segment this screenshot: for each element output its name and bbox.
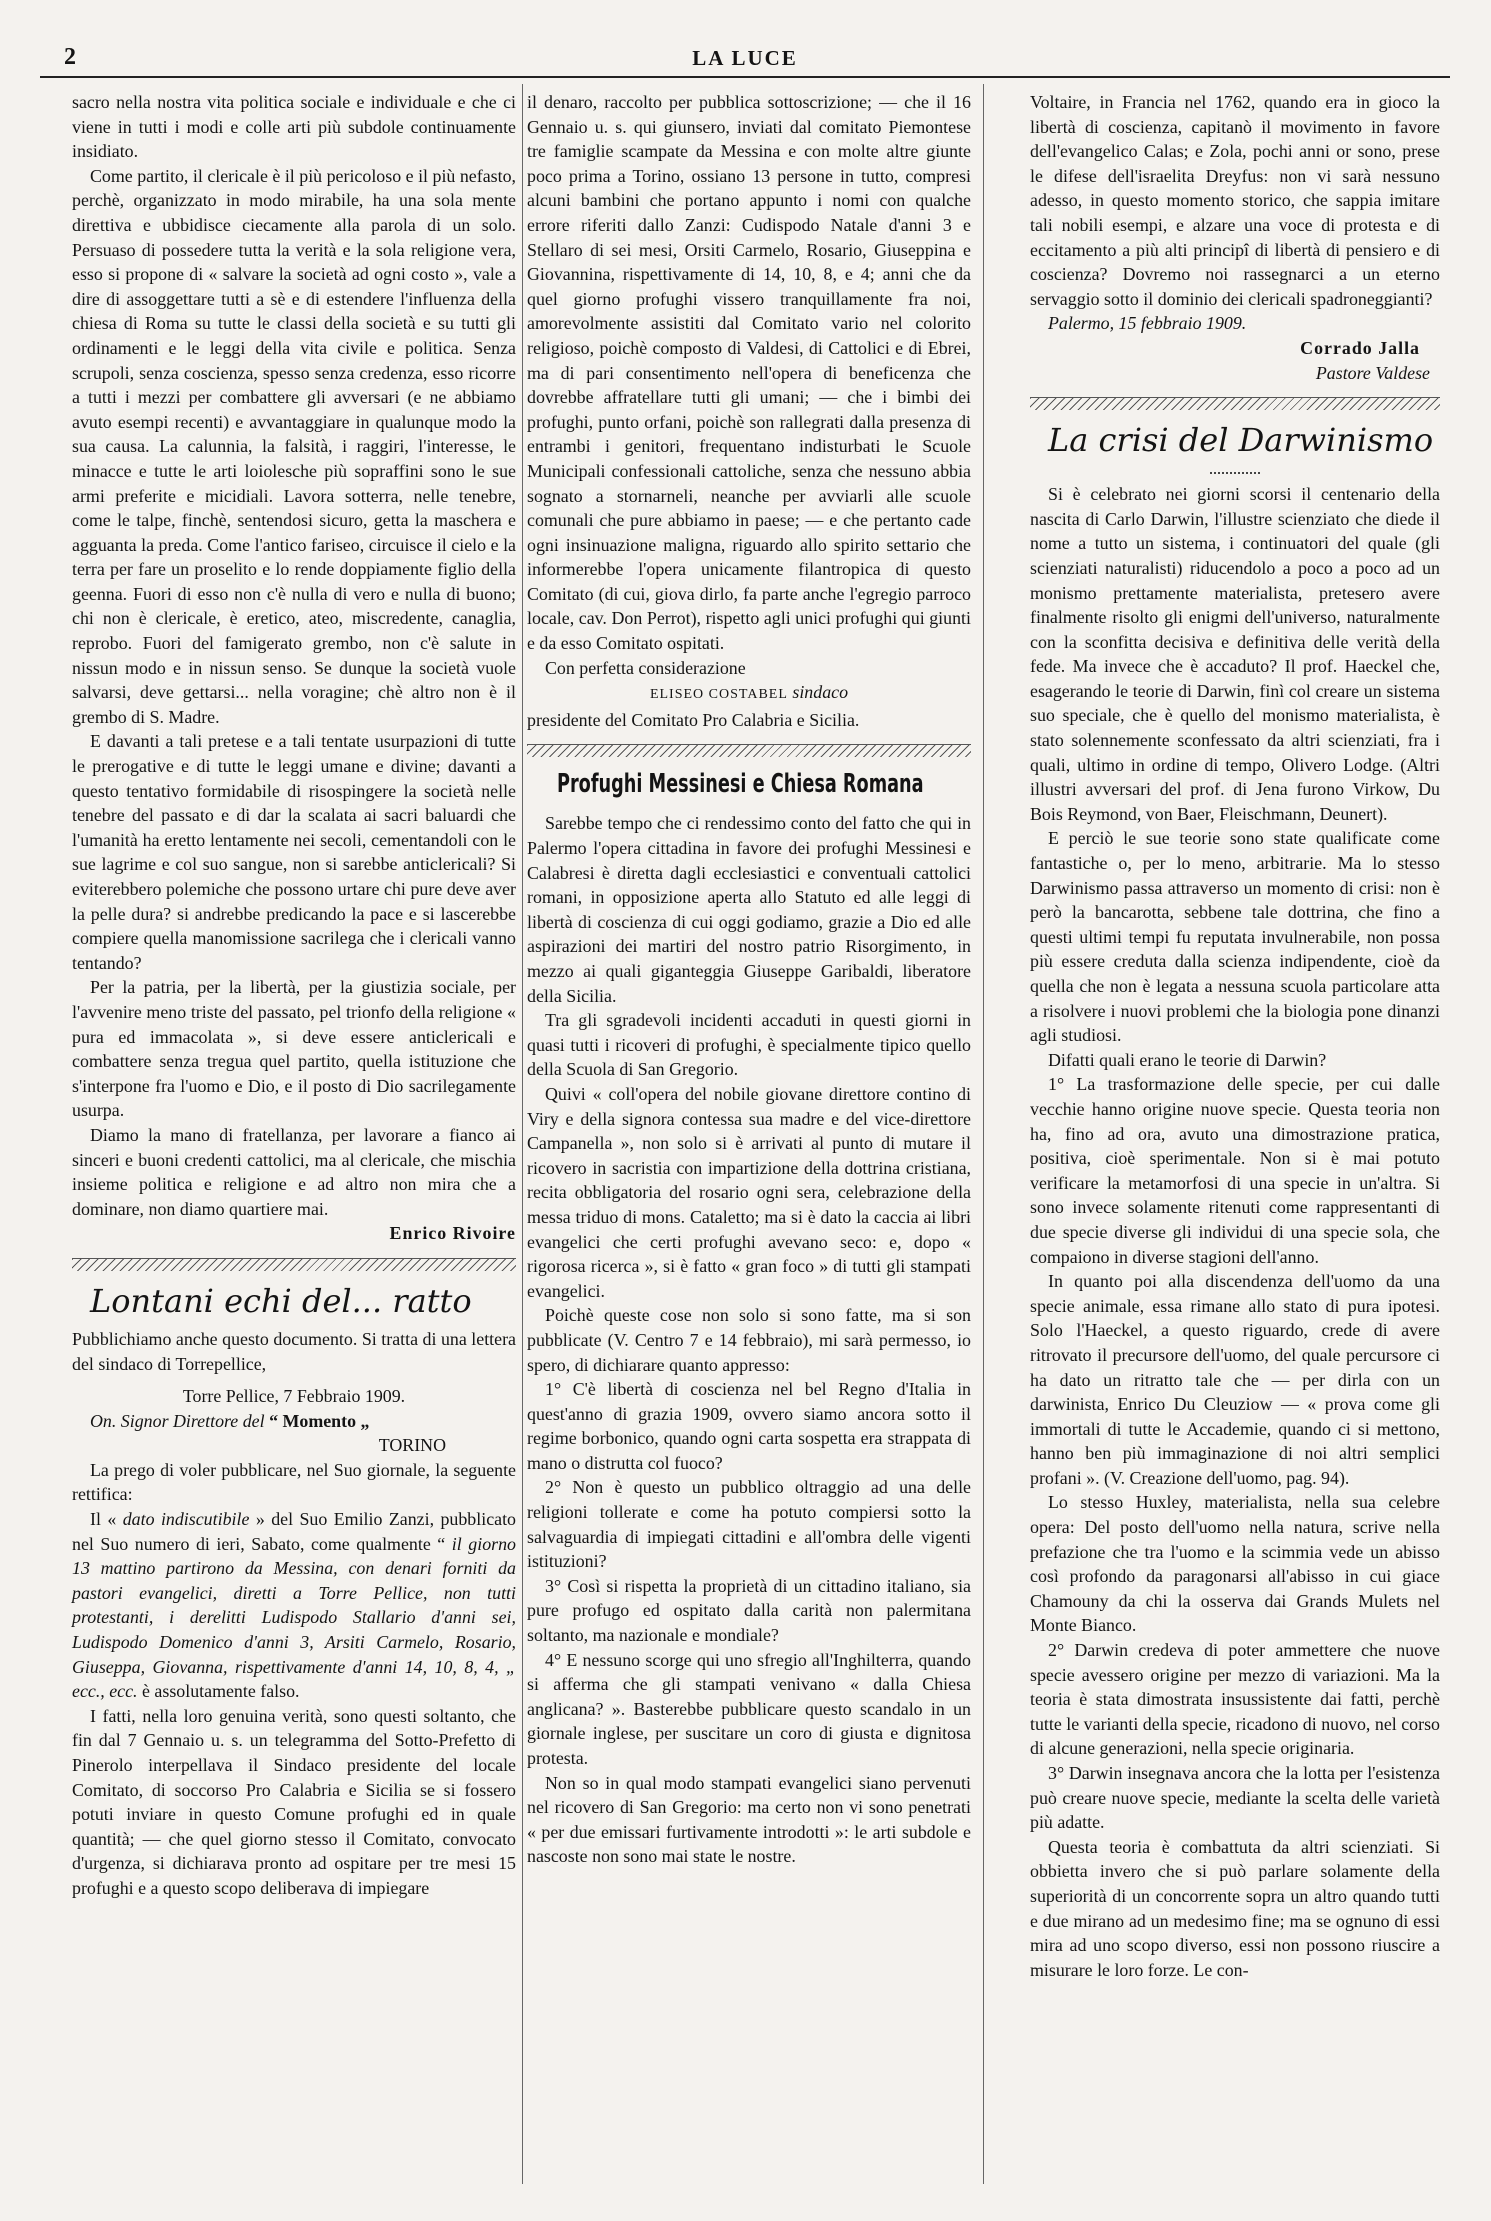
section-separator — [527, 744, 971, 757]
text-run: il giorno 13 mattino partirono da Messina, con denari forniti da pastori evangelici, diretti a Torre Pellice, non tutti protestanti, i derelitti Ludispodo Stallario d'anni sei, Ludispodo Domenico d'anni 3, Arsiti Carmelo, Rosario, Giuseppa, Giovanna, rispettivamente d'anni 14, 10, 8, 4, „ ecc., ecc. — [72, 1533, 516, 1702]
dateline: Palermo, 15 febbraio 1909. — [1048, 313, 1247, 334]
paragraph: Non so in qual modo stampati evangelici siano pervenuti nel ricovero di San Gregorio: ma certo non vi sono penetrati « per due emissari furtivamente introdotti »: le arti subdole e nascoste non sono mai state le nostre. — [527, 1772, 971, 1867]
article-title: Lontani echi del... ratto — [90, 1281, 472, 1320]
column-1 — [72, 90, 516, 1901]
paragraph: Come partito, il clericale è il più pericoloso e il più nefasto, perchè, organizzato in modo mirabile, ha una sola mente direttiva e ubbidisce ciecamente alla parola di un solo. Persuaso di possedere tutta la verità e la sola religione vera, esso si propone di « salvare la società ad ogni costo », vale a dire di assoggettare tutti a sè e di estendere l'influenza della chiesa di Roma su tutte le classi della società e su tutti gli ordinamenti e le leggi della vita civile e politica. Senza scrupoli, senza coscienza, spesso senza credenza, esso ricorre a tutti i mezzi per combattere gli avversari (e ne abbiamo avuto esempi recenti) e avvantaggiare in qualunque modo la sua causa. La calunnia, la falsità, i raggiri, l'interesse, le minacce e tutte le arti loiolesche più sopraffini sono le sue armi preferite e micidiali. Lavora sotterra, nelle tenebre, come le talpe, finchè, sentendosi sicuro, getta la maschera e agguanta la preda. Come l'antico fariseo, circuisce il cielo e la terra per fare un proselito e lo rende doppiamente figlio della geenna. Fuori di esso non c'è nulla di vero e nulla di buono; chi non è clericale, è eretico, ateo, miscredente, canaglia, reprobo. Fuori del famigerato grembo, non c'è salute in nissun modo e in nissun senso. Se dunque la società vuole salvarsi, deve gettarsi... nella voragine; chè altro non è il grembo di S. Madre. — [72, 165, 516, 727]
paragraph: Sarebbe tempo che ci rendessimo conto del fatto che qui in Palermo l'opera cittadina in favore dei profughi Messinesi e Calabresi è diretta dagli ecclesiastici e conventuali cattolici romani, in opposizione aperta allo Statuto ed alle leggi di libertà di coscienza di cui oggi godiamo, grazie a Dio ed alle aspirazioni dei martiri del nostro patrio Risorgimento, in mezzo ai quali giganteggia Giuseppe Garibaldi, liberatore della Sicilia. — [527, 813, 971, 1006]
section-separator — [1030, 397, 1440, 410]
column-2 — [527, 90, 971, 1869]
paragraph: E perciò le sue teorie sono state qualificate come fantastiche o, per lo meno, arbitrarie. Ma lo stesso Darwinismo passa attraverso un momento di crisi: non è però la bancarotta, sebbene tale dottrina, che fino a questi ultimi tempi fu reputata invulnerabile, non possa più essere creduta dalla scienza indipendente, cioè da quella che non è legata a nessuna scuola particolare atta a risolvere i nuovi problemi che la biologia pone dinanzi agli studiosi. — [1030, 828, 1440, 1046]
paragraph: E davanti a tali pretese e a tali tentate usurpazioni di tutte le prerogative e di tutte le leggi umane e divine; davanti a questo tentativo formidabile di risospingere la società nelle tenebre del passato e di dar la scalata ai sacri baluardi che l'umanità ha eretto lentamente nei secoli, cementandoli con le sue lagrime e col suo sangue, non si sarebbe anticlericali? Si eviterebbero polemiche che possono urtare chi pure deve aver la pelle dura? si andrebbe predicando la pace e si lascerebbe compiere quella manomissione sacrilega che i clericali vanno tentando? — [72, 731, 516, 973]
paragraph: Voltaire, in Francia nel 1762, quando era in gioco la libertà di coscienza, capitanò il movimento in favore dell'evangelico Calas; e Zola, pochi anni or sono, prese le difese dell'israelita Dreyfus: non vi sarà nessuno adesso, in questo momento storico, che sappia imitare tali nobili esempi, e alzare una voce di protesta e di eccitamento a più alti principî di libertà di pensiero e di coscienza? Dovremo noi rassegnarci a un eterno servaggio sotto il dominio dei clericali spadroneggianti? — [1030, 92, 1440, 309]
paragraph: Poichè queste cose non solo si sono fatte, ma si son pubblicate (V. Centro 7 e 14 febbraio), mi sarà permesso, io spero, di dichiarare quanto appresso: — [527, 1305, 971, 1375]
letter-address — [72, 1409, 516, 1434]
paragraph: 1° La trasformazione delle specie, per cui dalle vecchie hanno origine nuove specie. Questa teoria non ha, fino ad ora, avuto una dimostrazione pratica, positiva, cioè sperimentale. Non si è mai potuto verificare la metamorfosi di una specie in un'altra. Si sono invece solamente ritenuti come rappresentanti di due specie diverse gli individui di una specie sola, che compaiono in diverse stagioni dell'anno. — [1030, 1074, 1440, 1267]
paragraph: 2° Darwin credeva di poter ammettere che nuove specie avessero origine per mezzo di variazioni. Ma la teoria è stata dimostrata insussistente dai fatti, perchè tutte le varianti della specie, ricadono di nuovo, nel corso di alcune generazioni, nella specie originaria. — [1030, 1640, 1440, 1759]
paragraph: 4° E nessuno scorge qui uno sfregio all'Inghilterra, quando si afferma che gli stampati venivano « dalla Chiesa anglicana? ». Basterebbe pubblicare questo scandalo in un giornale inglese, per suscitare un coro di giusta e dignitosa protesta. — [527, 1649, 971, 1768]
paragraph: sacro nella nostra vita politica sociale e individuale e che ci viene in tutti i modi e colle arti più subdole continuamente insidiato. — [72, 92, 516, 162]
paragraph — [72, 1507, 516, 1704]
dateline: Torre Pellice, 7 Febbraio 1909. — [182, 1386, 406, 1407]
signer-name: ELISEO COSTABEL — [649, 687, 788, 703]
paragraph: Si è celebrato nei giorni scorsi il centenario della nascita di Carlo Darwin, l'illustre scienziato che diede il nome a tutto un sistema, i continuatori del quale (gli scienziati naturalisti) riducendolo a poco a poco ad un monismo prettamente materialista, pretesero avere finalmente risolto gli enigmi dell'universo, naturalmente con la sconfitta decisiva e definitiva delle verità della fede. Ma invece che è accaduto? Il prof. Haeckel che, esagerando le teorie di Darwin, finì col creare un sistema suo speciale, che è quello del monismo materialista, è stato solennemente sconfessato da altri scienziati, fra i quali, ultimo in ordine di tempo, Olivero Lodge. (Altri illustri avversari del prof. di Jena furono Virkow, Du Bois Reymond, von Baer, Fleischmann, Deunert). — [1030, 484, 1440, 824]
column-rule — [983, 84, 984, 2184]
text-run: Il « — [90, 1509, 123, 1530]
paragraph: In quanto poi alla discendenza dell'uomo da una specie animale, essa rimane allo stato di pura ipotesi. Solo l'Haeckel, a questo riguardo, crede di avere ritrovato il precursore dell'uomo, del quale percursore ci ha dato un ritratto tale che — per dirla con un darwinista, Enrico Du Cleuziow — « prova come gli immortali di tutte le Accademie, quando ci si mettono, hanno ben più immaginazione di noi altri semplici profani ». (V. Creazione dell'uomo, pag. 94). — [1030, 1271, 1440, 1488]
text-run: è assolutamente falso. — [137, 1681, 300, 1702]
column-3 — [1030, 90, 1440, 1982]
text-run: » del Suo Emilio Zanzi, pubblicato nel Suo numero di ieri, Sabato, come qualmente “ — [72, 1509, 516, 1554]
paragraph: il denaro, raccolto per pubblica sottoscrizione; — che il 16 Gennaio u. s. qui giunsero, inviati dal comitato Piemontese tre famiglie scampate da Messina e con molte altre giunte poco prima a Torino, ossiano 13 persone in tutto, compresi alcuni bambini che portano appunto i nomi con qualche errore riferiti dallo Zanzi: Cudispodo Natale d'anni 3 e Stellaro di sei mesi, Orsiti Carmelo, Rosario, Giuseppina e Giovannina, rispettivamente di 14, 10, 8, e 4; anni che da quel giorno profughi vissero tranquillamente fra noi, amorevolmente assistiti dal Comitato vario nel colorito religioso, poichè composto di Valdesi, di Cattolici e di Ebrei, ma di pari consentimento nell'opera di beneficenza che dovrebbe affratellare tutti gli umani; — che i bimbi dei profughi, punto orfani, poichè son rallegrati dalla presenza di entrambi i genitori, frequentano indisturbati le Scuole Municipali confessionali cattoliche, senza che nessuno abbia sognato a stornarneli, neanche per avviarli alle scuole comunali che pure abbiamo in paese; — e che pertanto cade ogni insinuazione maligna, riguardo allo spirito settario che informerebbe l'opera unicamente filantropica di questo Comitato (di cui, giova dirlo, fa parte anche l'egregio parroco locale, cav. Don Perrot), rispetto agli unici profughi qui giunti e da esso Comitato ospitati. — [527, 92, 971, 654]
paragraph: Pubblichiamo anche questo documento. Si tratta di una lettera del sindaco di Torrepellice, — [72, 1328, 516, 1374]
paragraph: 1° C'è libertà di coscienza nel bel Regno d'Italia in quest'anno di grazia 1909, ovvero siamo ancora sotto il regime borbonico, quando ogni carta sospetta era strappata di mano o distrutta col fuoco? — [527, 1379, 971, 1473]
section-separator — [72, 1258, 516, 1271]
signature-line — [527, 680, 971, 708]
paragraph: Tra gli sgradevoli incidenti accaduti in questi giorni in quasi tutti i ricoveri di profughi, è specialmente tipico quello della Scuola di San Gregorio. — [527, 1010, 971, 1080]
author-role: Pastore Valdese — [1315, 362, 1430, 383]
author-signature: Enrico Rivoire — [389, 1223, 516, 1244]
paragraph: Quivi « coll'opera del nobile giovane direttore contino di Viry e della signora contessa sua madre e del vice-direttore Campanella », non solo si è arrivati al punto di mutare il ricovero in sacristia con impartizione della dottrina cristiana, recita obbligatoria del rosario ogni sera, celebrazione della messa triduo di mons. Cataletto; ma si è dato la caccia ai libri evangelici che certi profughi avevano seco: e, dopo « rigorosa ricerca », si è fatto « gran foco » di tutti gli stampati evangelici. — [527, 1083, 971, 1301]
author-signature: Corrado Jalla — [1300, 337, 1420, 358]
signature-title: presidente del Comitato Pro Calabria e Sicilia. — [527, 709, 860, 730]
address-newspaper: “ Momento „ — [269, 1410, 370, 1431]
paragraph: I fatti, nella loro genuina verità, sono questi soltanto, che fin dal 7 Gennaio u. s. un telegramma del Sotto-Prefetto di Pinerolo interpellava il Sindaco presidente del locale Comitato, di soccorso Pro Calabria e Sicilia se si fossero potuti inviare in questo Comune profughi ed in quale quantità; — che quel giorno stesso il Comitato, convocato d'urgenza, si dichiarava pronto ad ospitare per tre mesi 15 profughi e a questo scopo deliberava di impiegare — [72, 1705, 516, 1898]
paragraph: Difatti quali erano le teorie di Darwin? — [1048, 1049, 1327, 1070]
paragraph: 2° Non è questo un pubblico oltraggio ad una delle religioni tollerate e come ha potuto compiersi sotto la salvaguardia di impiegati cittadini e all'ombra delle vigenti istituzioni? — [527, 1477, 971, 1572]
paragraph: 3° Così si rispetta la proprietà di un cittadino italiano, sia pure profugo ed ospitato dalla carità non palermitana soltanto, ma nazionale e mondiale? — [527, 1575, 971, 1646]
paragraph: Diamo la mano di fratellanza, per lavorare a fianco ai sinceri e buoni credenti cattolici, ma al clericale, che mischia insieme politica e religione e ad altro non mira che a dominare, non diamo quartiere mai. — [72, 1124, 516, 1219]
signer-role: sindaco — [792, 682, 849, 703]
column-rule — [522, 84, 523, 2184]
paragraph: Lo stesso Huxley, materialista, nella sua celebre opera: Del posto dell'uomo nella natura, scrive nella prefazione che tra l'uomo e la scimmia vede un abisso così profondo da paragonarsi all'abisso in cui giace Chamouny da chi la osserva dai Grands Mulets nel Monte Bianco. — [1030, 1492, 1440, 1636]
article-title: La crisi del Darwinismo — [1048, 421, 1434, 460]
title-ornament — [1210, 466, 1260, 474]
page-header — [40, 40, 1450, 78]
paragraph: Questa teoria è combattuta da altri scienziati. Si obbietta invero che si può parlare solamente della superiorità di un concorrente sopra un altro quando tutti e due mirano ad un medesimo fine; ma se ognuno di essi mira ad uno scopo diverso, essi non possono riuscire a misurare le loro forze. Le con- — [1030, 1836, 1440, 1980]
paragraph: La prego di voler pubblicare, nel Suo giornale, la seguente rettifica: — [72, 1459, 516, 1505]
address-prefix: On. Signor Direttore del — [90, 1410, 265, 1431]
page-number: 2 — [64, 44, 76, 70]
paragraph: Con perfetta considerazione — [545, 657, 746, 678]
paragraph: Per la patria, per la libertà, per la giustizia sociale, per l'avvenire meno triste del passato, pel trionfo della religione « pura ed immacolata », si deve essere anticlericali e combattere senza tregua quel partito, quella istituzione che s'interpone fra l'uomo e Dio, e il posto di Dio sacrilegamente usurpa. — [72, 977, 516, 1121]
article-title: Profughi Messinesi e Chiesa Romana — [557, 769, 924, 800]
text-run: dato indiscutibile — [122, 1509, 250, 1530]
address-city: TORINO — [378, 1435, 446, 1456]
paragraph: 3° Darwin insegnava ancora che la lotta per l'esistenza può creare nuove specie, mediante la scelta delle varietà più adatte. — [1030, 1763, 1440, 1833]
newspaper-title: LA LUCE — [692, 46, 798, 70]
